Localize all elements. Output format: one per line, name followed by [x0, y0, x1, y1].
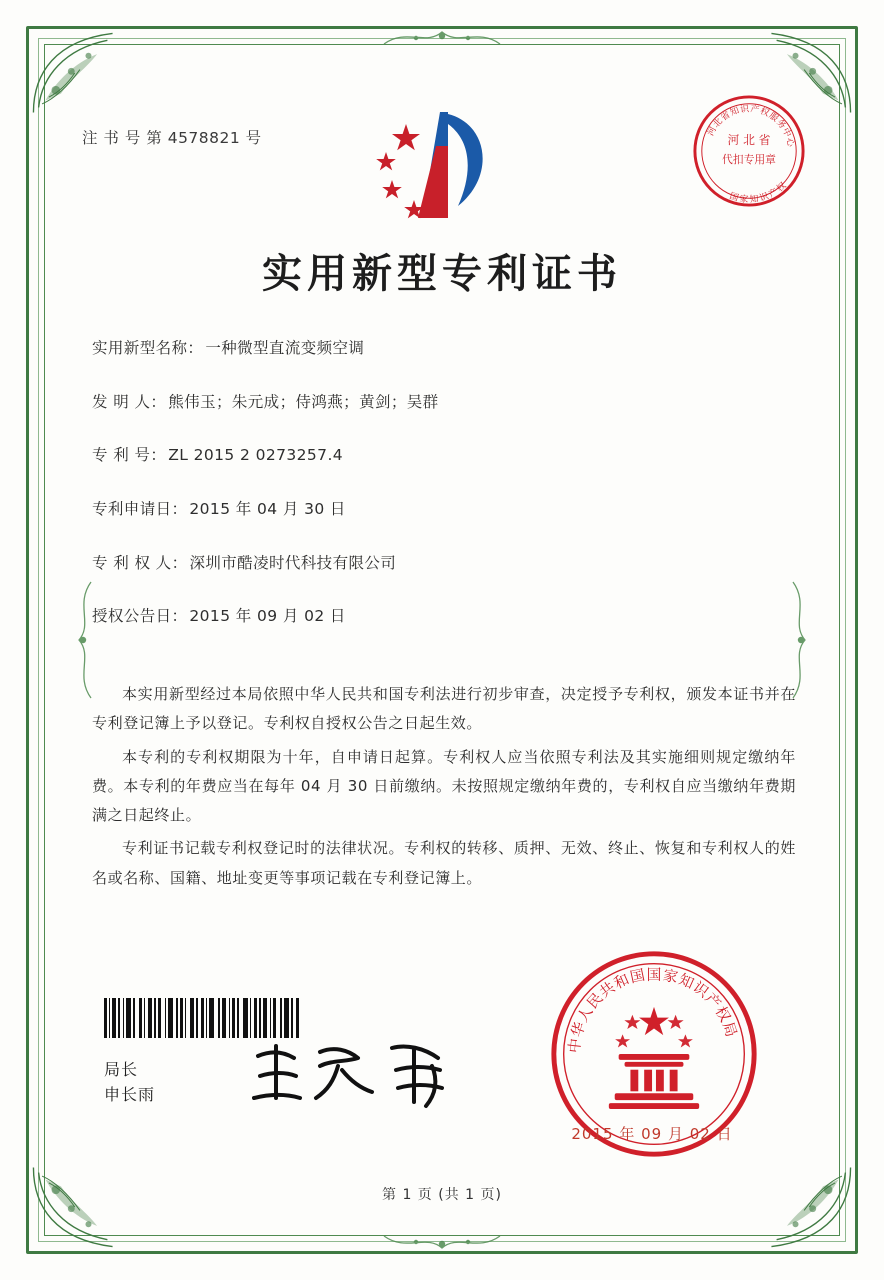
svg-text:华: 华 — [568, 1019, 590, 1040]
field-row — [92, 499, 804, 521]
svg-text:中: 中 — [779, 126, 793, 140]
svg-text:知: 知 — [675, 970, 697, 993]
svg-text:和: 和 — [611, 970, 633, 993]
field-row — [92, 338, 804, 360]
seal-date: 2015 年 09 月 02 日 — [571, 1125, 733, 1143]
field-label: 发 明 人： — [92, 392, 167, 411]
field-row — [92, 445, 804, 467]
signature-block — [104, 1057, 155, 1108]
field-label: 实用新型名称： — [92, 339, 204, 357]
svg-text:民: 民 — [583, 989, 607, 1013]
svg-text:共: 共 — [596, 978, 619, 1002]
field-value: 一种微型直流变频空调 — [205, 339, 365, 357]
svg-text:产: 产 — [767, 187, 780, 201]
field-row — [92, 392, 804, 414]
legal-paragraph: 本实用新型经过本局依照中华人民共和国专利法进行初步审查，决定授予专利权，颁发本证书并在专利登记簿上予以登记。专利权自授权公告之日起生效。 — [92, 685, 796, 733]
field-label: 专 利 权 人： — [92, 553, 188, 572]
svg-text:务: 务 — [773, 117, 788, 132]
legal-text — [92, 680, 796, 897]
barcode — [104, 998, 346, 1038]
svg-text:识: 识 — [758, 191, 770, 204]
field-label: 专利申请日： — [92, 500, 188, 519]
svg-text:产: 产 — [749, 104, 760, 116]
svg-text:局: 局 — [718, 1019, 740, 1040]
field-row — [92, 553, 804, 575]
legal-paragraph: 专利证书记载专利权登记时的法律状况。专利权的转移、质押、无效、终止、恢复和专利权人的姓名或名称、国籍、地址变更等事项记载在专利登记簿上。 — [92, 839, 796, 887]
edge-ornament-icon — [382, 1228, 502, 1254]
svg-text:省: 省 — [719, 110, 733, 124]
svg-text:权: 权 — [775, 180, 789, 195]
field-label: 专 利 号： — [92, 446, 167, 465]
field-value: 熊伟玉；朱元成；侍鸿燕；黄剑；吴群 — [168, 392, 439, 411]
svg-text:权: 权 — [711, 1003, 734, 1026]
legal-paragraph: 本专利的专利权期限为十年，自申请日起算。专利权人应当依照专利法及其实施细则规定缴纳年费。本专利的年费应当在每年 04 月 30 日前缴纳。未按照规定缴纳年费的，专利权自应当缴纳年费期满之日起终止。 — [92, 747, 796, 824]
svg-text:中: 中 — [566, 1037, 585, 1054]
signature-name-label: 申长雨 — [104, 1085, 156, 1105]
svg-text:识: 识 — [739, 104, 750, 116]
svg-text:国: 国 — [728, 191, 740, 204]
svg-text:产: 产 — [701, 989, 725, 1013]
svg-text:北: 北 — [711, 116, 725, 130]
svg-text:识: 识 — [689, 978, 712, 1002]
field-value: 深圳市酷凌时代科技有限公司 — [189, 553, 397, 572]
field-value: 2015 年 04 月 30 日 — [189, 500, 346, 519]
svg-text:权: 权 — [758, 106, 771, 119]
svg-text:河 北 省: 河 北 省 — [727, 133, 771, 148]
svg-text:家: 家 — [661, 966, 680, 987]
field-row — [92, 606, 804, 628]
field-label: 授权公告日： — [92, 607, 188, 626]
svg-text:心: 心 — [783, 137, 796, 148]
agency-seal-stamp — [690, 92, 808, 210]
edge-ornament-icon — [382, 26, 502, 52]
svg-text:国: 国 — [646, 966, 662, 984]
svg-text:家: 家 — [738, 194, 749, 206]
field-value: ZL 2015 2 0273257.4 — [168, 446, 344, 465]
handwritten-signature — [246, 1036, 466, 1114]
registration-number: 注 书 号 第 4578821 号 — [82, 129, 262, 147]
patent-fields — [92, 338, 804, 660]
svg-text:服: 服 — [766, 110, 780, 125]
page-title: 实用新型专利证书 — [262, 251, 622, 297]
field-value: 2015 年 09 月 02 日 — [189, 607, 346, 626]
signature-role-label: 局长 — [104, 1059, 139, 1079]
svg-text:知: 知 — [749, 194, 760, 206]
page-footer: 第 1 页 (共 1 页) — [382, 1187, 502, 1203]
certificate-content — [70, 70, 814, 1210]
patent-office-logo-icon — [362, 106, 522, 228]
svg-text:知: 知 — [728, 105, 741, 119]
svg-text:代扣专用章: 代扣专用章 — [722, 152, 776, 166]
svg-text:河: 河 — [706, 125, 719, 138]
svg-text:国: 国 — [628, 966, 647, 987]
svg-text:人: 人 — [574, 1003, 597, 1026]
